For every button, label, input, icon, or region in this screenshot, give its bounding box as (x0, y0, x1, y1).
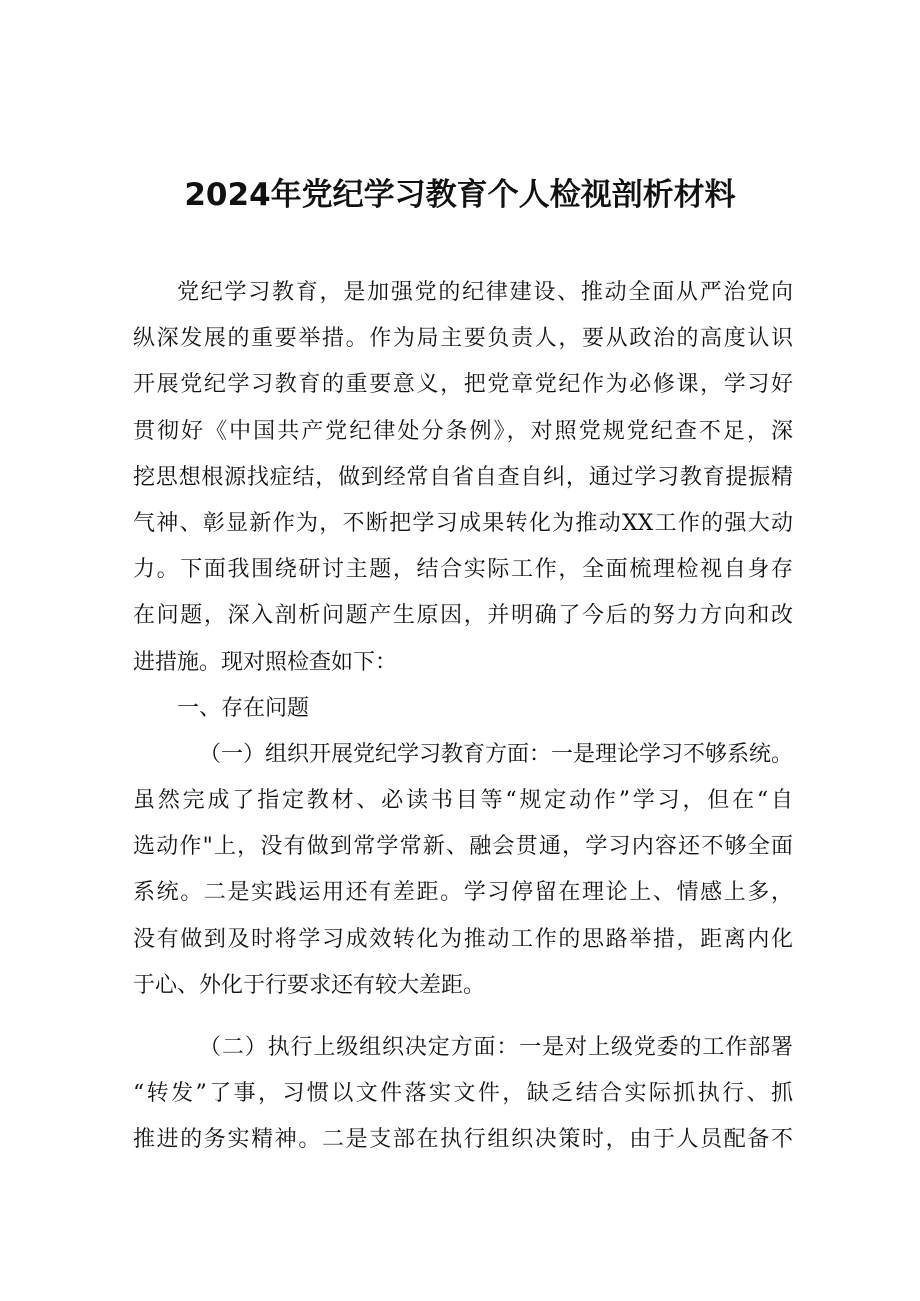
intro-line: 开展党纪学习教育的重要意义，把党章党纪作为必修课，学习好 (133, 372, 793, 398)
paragraph-gap (133, 1009, 793, 1025)
paragraph-line: “转发”了事，习惯以文件落实文件，缺乏结合实际抓执行、抓 (133, 1081, 793, 1107)
paragraph-line: 没有做到及时将学习成效转化为推动工作的思路举措，距离内化 (133, 926, 793, 952)
intro-line: 纵深发展的重要举措。作为局主要负责人，要从政治的高度认识 (133, 326, 793, 352)
section-heading: 一、存在问题 (177, 695, 310, 721)
paragraph-line: 推进的务实精神。二是支部在执行组织决策时，由于人员配备不 (133, 1127, 793, 1153)
intro-line: 挖思想根源找症结，做到经常自省自查自纠，通过学习教育提振精 (133, 464, 793, 490)
intro-line: 进措施。现对照检查如下： (133, 649, 398, 675)
paragraph-line: （二）执行上级组织决定方面：一是对上级党委的工作部署 (199, 1035, 793, 1060)
document-title: 2024年党纪学习教育个人检视剖析材料 (184, 177, 736, 213)
paragraph-line: 选动作"上，没有做到常学常新、融会贯通，学习内容还不够全面 (133, 834, 793, 860)
intro-line: 力。下面我围绕研讨主题，结合实际工作，全面梳理检视自身存 (133, 557, 793, 583)
paragraph-line: （一）组织开展党纪学习教育方面：一是理论学习不够系统。 (199, 741, 794, 767)
intro-line: 党纪学习教育，是加强党的纪律建设、推动全面从严治党向 (177, 280, 793, 305)
paragraph-line: 系统。二是实践运用还有差距。学习停留在理论上、情感上多， (133, 880, 793, 906)
document-body (133, 270, 793, 1164)
paragraph-line: 虽然完成了指定教材、必读书目等“规定动作”学习，但在“自 (133, 788, 793, 814)
intro-line: 在问题，深入剖析问题产生原因，并明确了今后的努力方向和改 (133, 603, 793, 629)
intro-line: 气神、彰显新作为，不断把学习成果转化为推动XX工作的强大动 (133, 510, 793, 536)
intro-line: 贯彻好《中国共产党纪律处分条例》，对照党规党纪查不足，深 (133, 418, 793, 444)
paragraph-line: 于心、外化于行要求还有较大差距。 (133, 972, 486, 998)
